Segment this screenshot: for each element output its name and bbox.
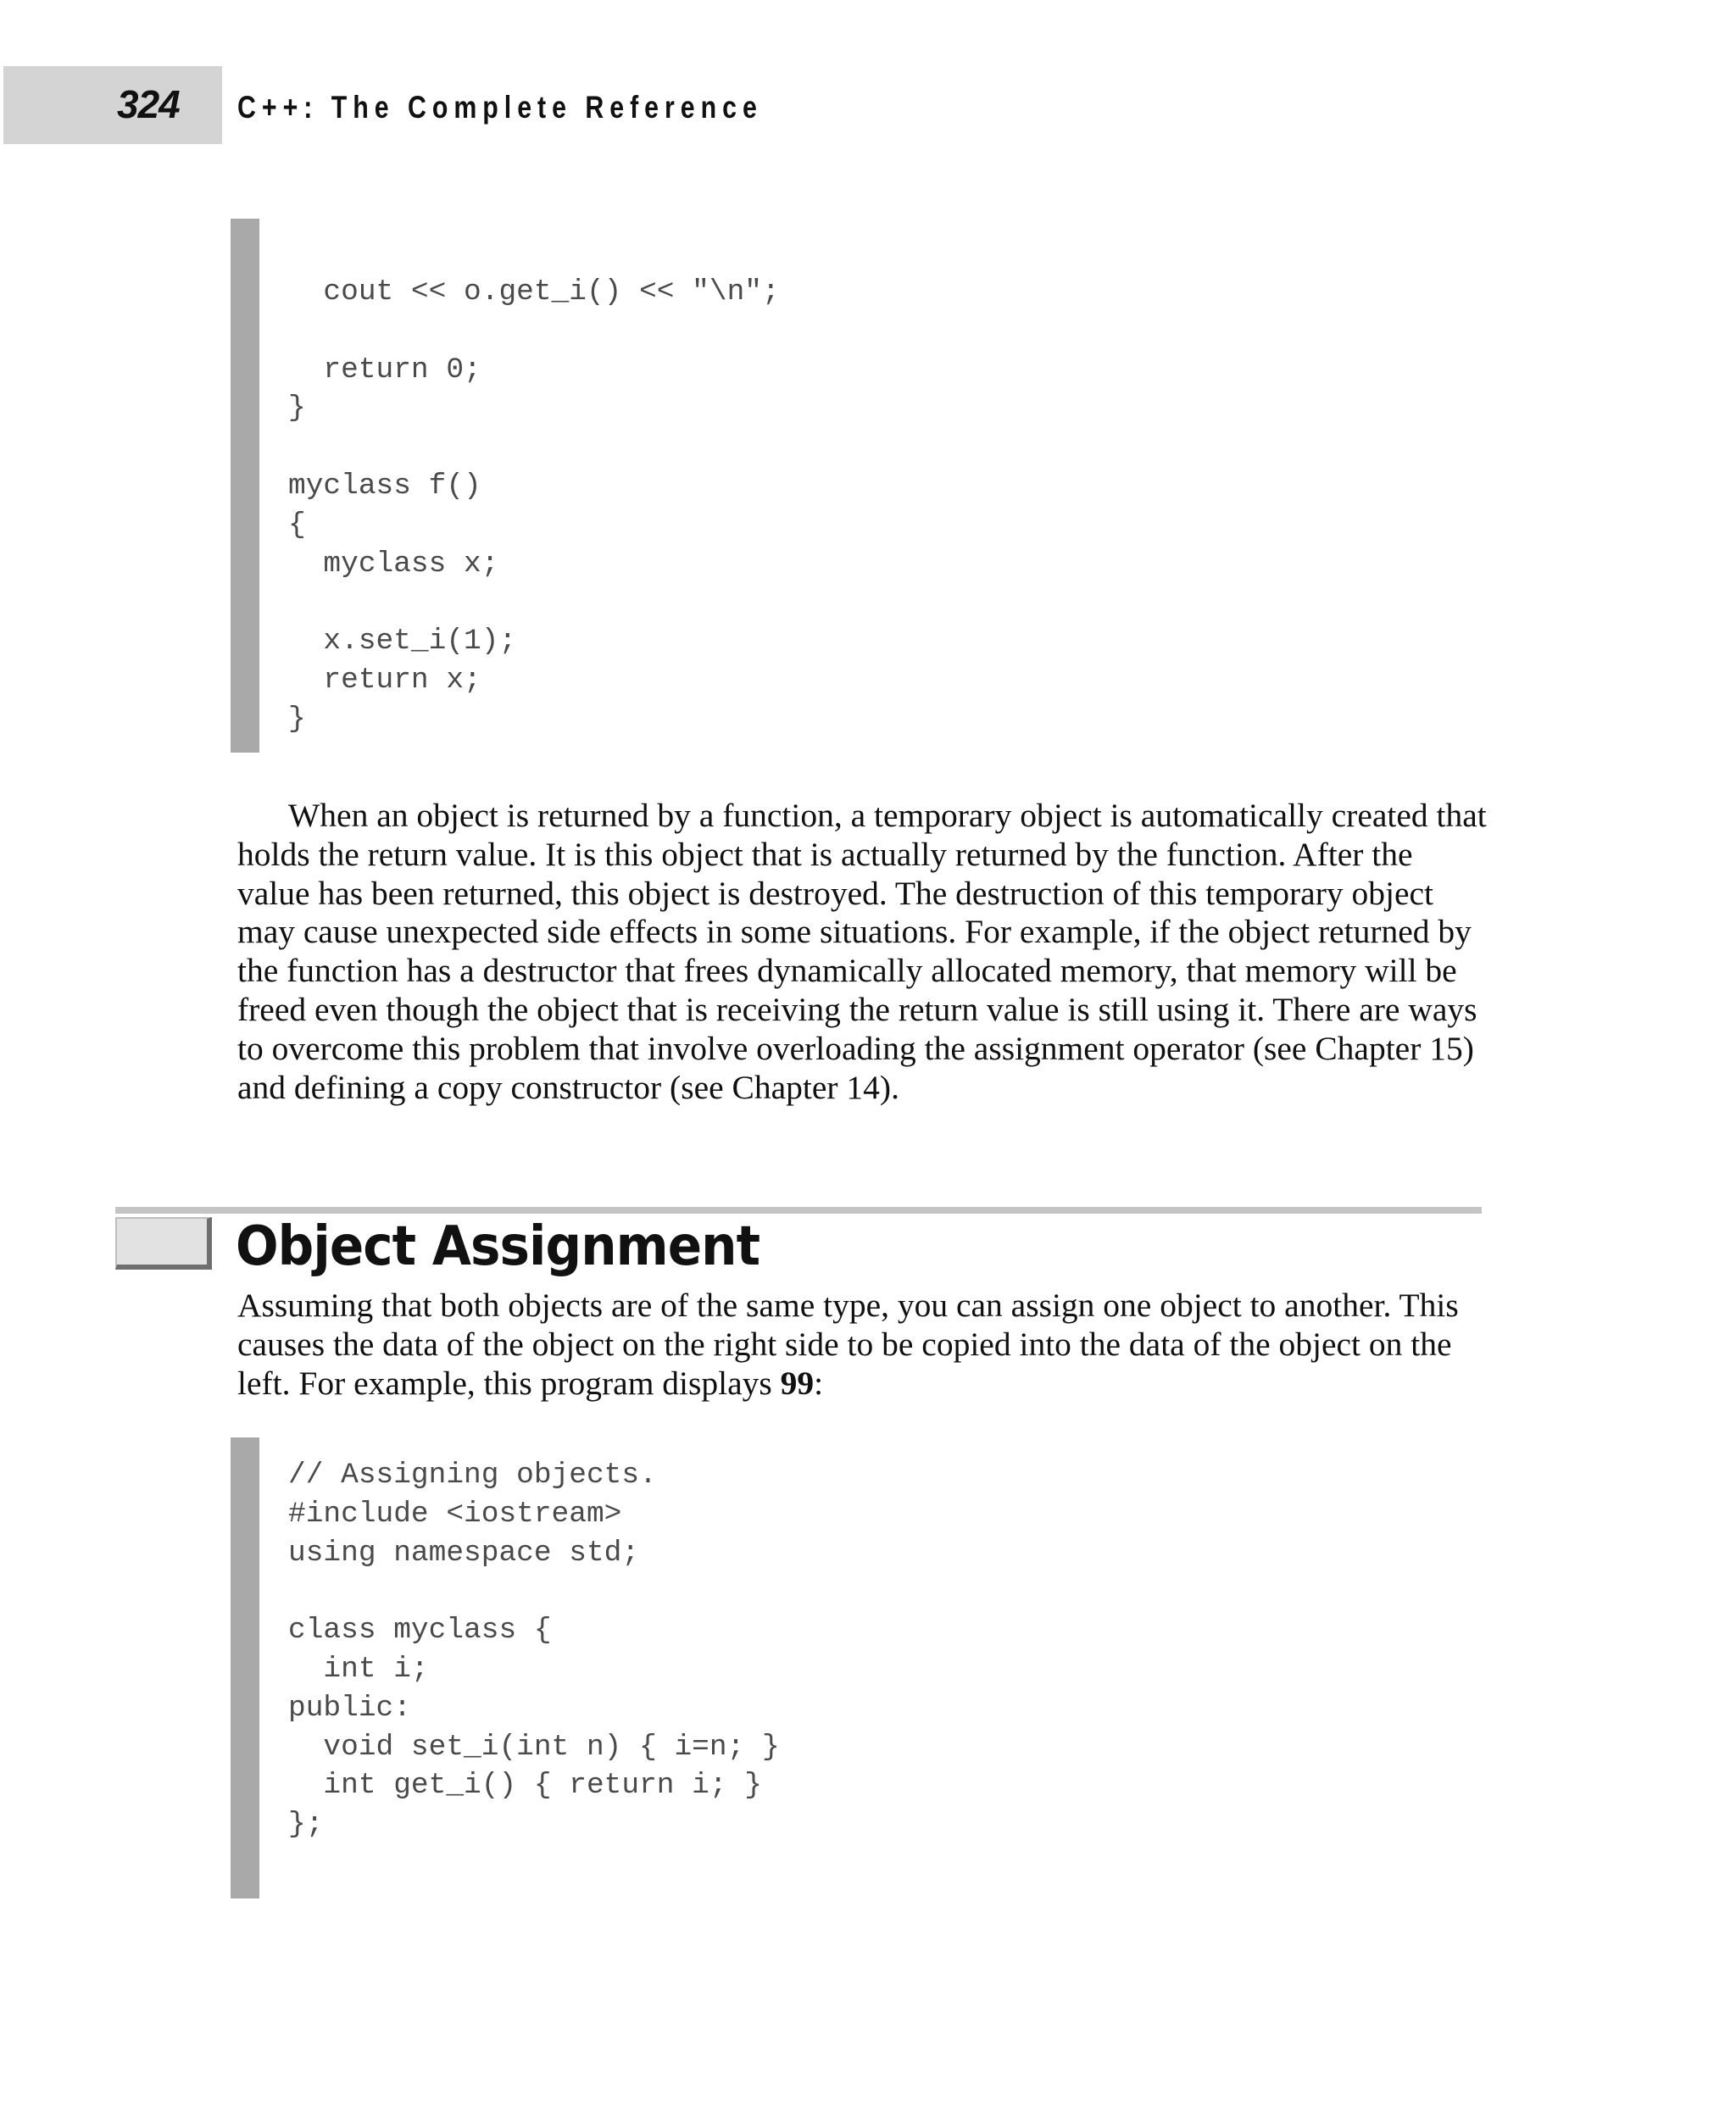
- body-paragraph-1: When an object is returned by a function, a temporary object is automatically created that holds the return value. It is this object that is actually returned by the function. After the value has been returned, this object is destroyed. The destruction of this temporary object may cause unexpected side effects in some situations. For example, if the object returned by the function has a destructor that frees dynamically allocated memory, that memory will be freed even though the object that is receiving the return value is still using it. There are ways to overcome this problem that involve overloading the assignment operator (see Chapter 15) and defining a copy constructor (see Chapter 14).: [237, 797, 1487, 1106]
- code-listing-2-text: // Assigning objects. #include <iostream> using namespace std; class myclass { int i; public: void set_i(int n) { i=n; } int get_i() { return i; } };: [288, 1459, 780, 1842]
- output-value: 99: [780, 1364, 815, 1402]
- section-intro-end: :: [814, 1364, 824, 1402]
- section-rule: [115, 1207, 1482, 1214]
- code-listing-1-text: cout << o.get_i() << "\n"; return 0; } myclass f() { myclass x; x.set_i(1); return x; }: [288, 275, 780, 736]
- section-intro-text: Assuming that both objects are of the same type, you can assign one object to another. This causes the data of the object on the right side to be copied into the data of the object on the left. For example, this program displays: [237, 1287, 1459, 1402]
- code-margin-bar: [231, 1437, 259, 1899]
- section-heading: Object Assignment: [236, 1215, 760, 1278]
- page-number-tab: [3, 66, 222, 144]
- section-intro-paragraph: [237, 1287, 1492, 1403]
- section-heading-box: [115, 1217, 212, 1270]
- running-header-title: C++: The Complete Reference: [237, 90, 763, 125]
- page-number: 324: [117, 82, 180, 126]
- code-margin-bar: [231, 219, 259, 753]
